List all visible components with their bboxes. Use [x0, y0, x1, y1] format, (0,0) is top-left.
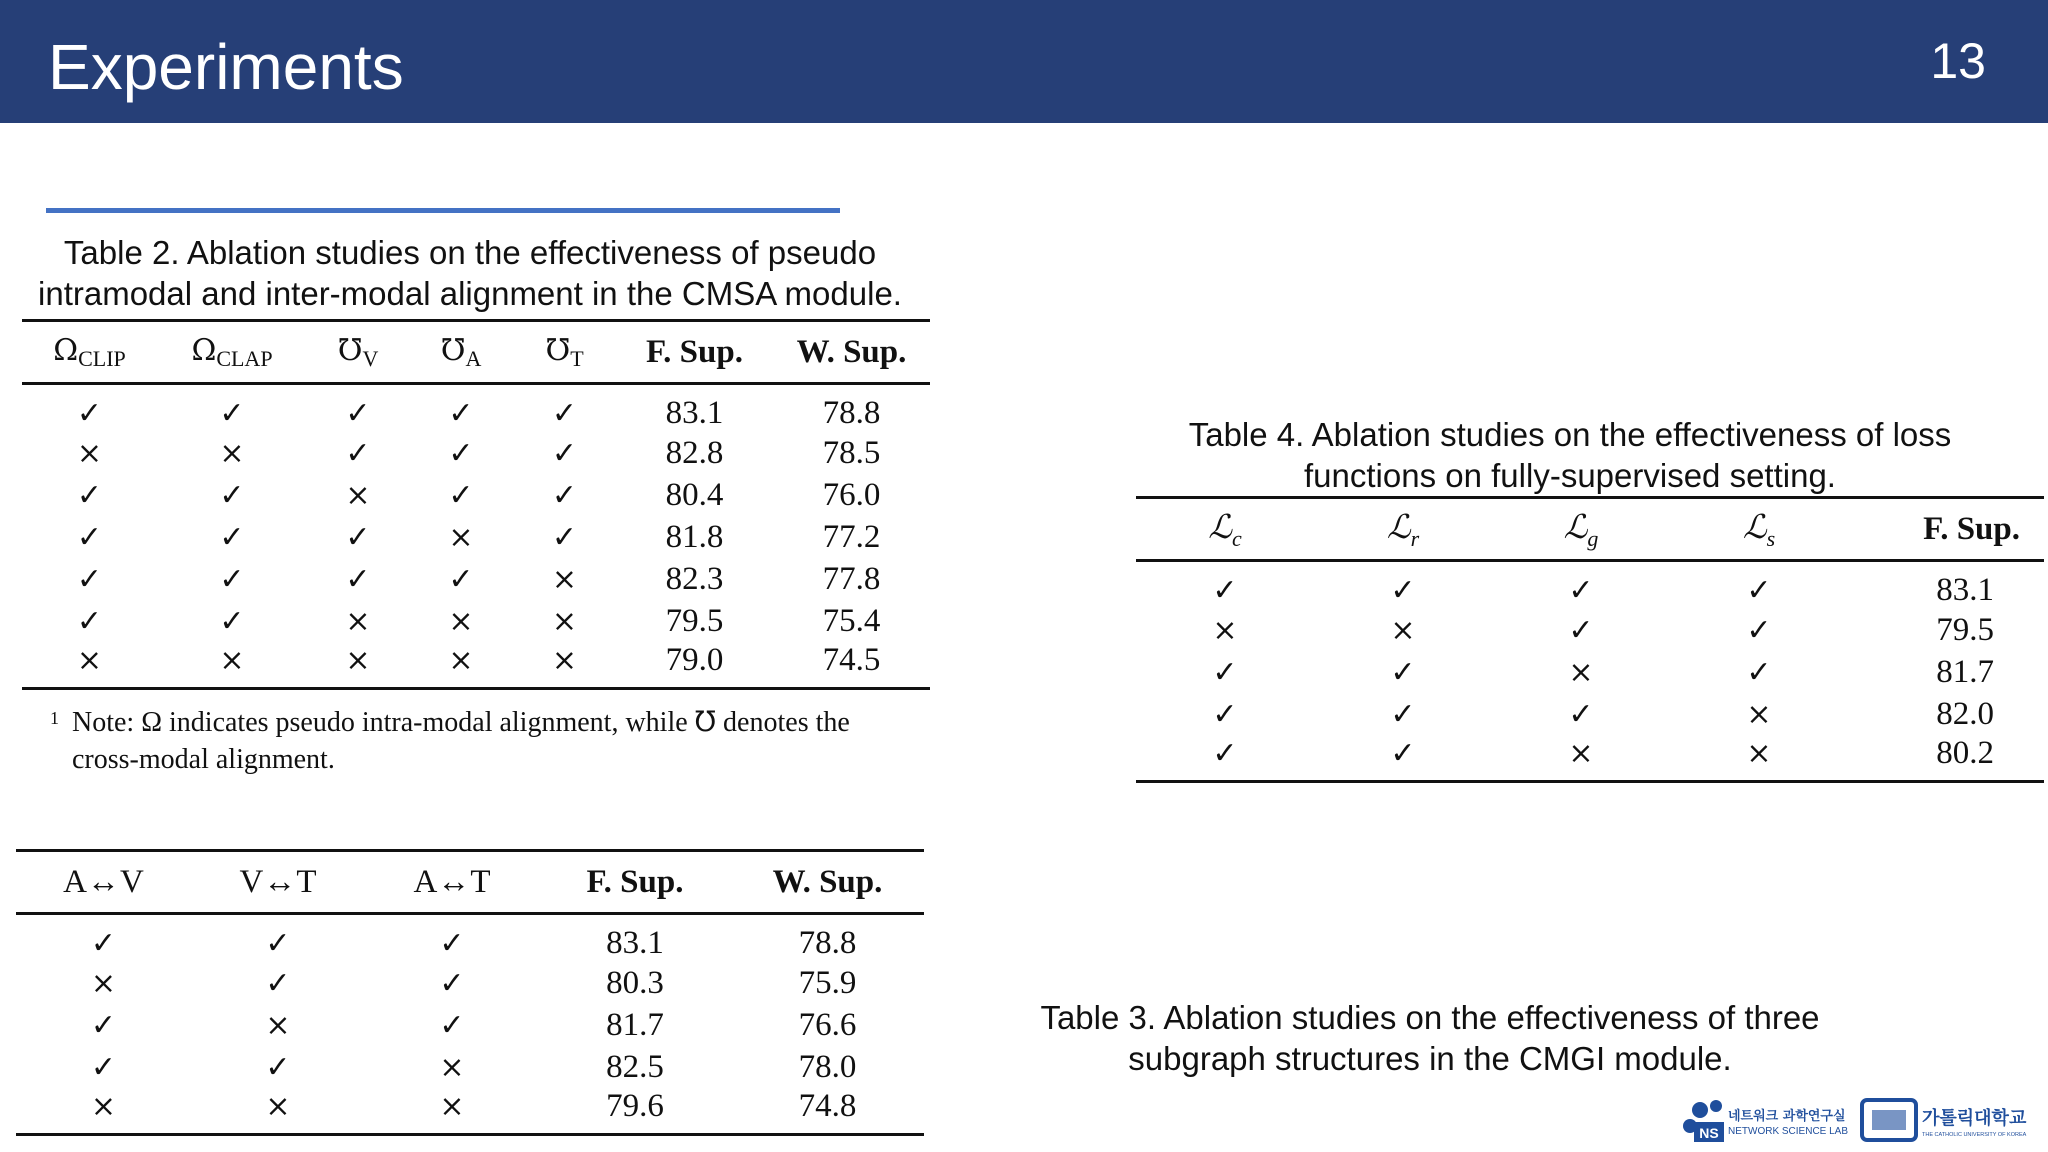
table4-cell: ✓ — [1746, 612, 1772, 648]
footer-logos — [1676, 1096, 2036, 1144]
table3-cell: × — [90, 965, 117, 1001]
table2-row — [22, 516, 930, 558]
table3-caption-line1: Table 3. Ablation studies on the effectiveness of three — [1040, 999, 1820, 1036]
table2 — [22, 319, 930, 690]
table3-cell: ✓ — [439, 965, 465, 1001]
table3-cell: × — [439, 1049, 465, 1085]
table4-row — [1136, 651, 2044, 693]
table2-cell: ✓ — [219, 603, 245, 639]
table2-cell: × — [448, 603, 474, 639]
table2-header-f-sup: F. Sup. — [616, 321, 773, 384]
table4-header-lg: ℒ$_g$ — [1492, 498, 1670, 561]
university-korean: 가톨릭대학교 — [1922, 1108, 2027, 1129]
table2-caption-line2: intramodal and inter-modal alignment in the CMSA module. — [38, 275, 902, 312]
table2-header-mho-t: $℧_T$ — [513, 321, 616, 384]
ns-lab-logo — [1683, 1100, 1848, 1142]
table2-caption-line1: Table 2. Ablation studies on the effectiveness of pseudo — [63, 234, 877, 271]
table2-header-mho-a: $℧_A$ — [409, 321, 513, 384]
table2-cell: ✓ — [345, 396, 371, 431]
table2-cell: × — [551, 561, 578, 597]
table4-cell: × — [1746, 696, 1772, 732]
table2-cell: 79.0 — [616, 642, 773, 689]
table2-cell: ✓ — [345, 435, 371, 471]
table4-cell: ✓ — [1746, 573, 1772, 608]
table4-header-lr: ℒ$_r$ — [1314, 498, 1492, 561]
table2-cell: ✓ — [219, 519, 245, 555]
table2-cell: × — [157, 642, 307, 689]
table2-cell: ✓ — [448, 561, 474, 597]
table3-cell: ✓ — [439, 926, 465, 961]
table3-cell: ✓ — [90, 1049, 117, 1085]
university-emblem-inner — [1872, 1110, 1906, 1130]
table4-cell: ✓ — [1212, 696, 1238, 732]
table3-caption — [1000, 997, 1860, 1079]
table4-cell: ✓ — [1314, 735, 1492, 782]
table2-cell: × — [345, 603, 371, 639]
table2-cell: 78.8 — [822, 395, 881, 431]
table2-cell: 78.5 — [822, 434, 881, 471]
table4-header-ls: ℒ$_s$ — [1670, 498, 1848, 561]
table3-cell: 82.5 — [606, 1048, 664, 1085]
table2-cell: ✓ — [219, 561, 245, 597]
table2-cell: ✓ — [551, 477, 578, 513]
table3-header-a-t: A↔T — [365, 851, 539, 914]
table4-row — [1136, 609, 2044, 651]
table2-note — [48, 704, 938, 778]
table3-cell: × — [365, 1088, 539, 1135]
table2-cell: × — [307, 642, 409, 689]
ns-lab-korean: 네트워크 과학연구실 — [1728, 1109, 1846, 1124]
table3-cell: 78.0 — [798, 1048, 857, 1085]
table4-cell: × — [1390, 612, 1416, 648]
table4-cell: × — [1212, 612, 1238, 648]
table4-row — [1136, 735, 2044, 782]
table4-cell: ✓ — [1746, 654, 1772, 690]
table3-header-w-sup: W. Sup. — [731, 851, 924, 914]
table2-cell: 81.8 — [665, 518, 724, 555]
table3-header-f-sup: F. Sup. — [539, 851, 731, 914]
table2-header-w-sup: W. Sup. — [773, 321, 930, 384]
table2-cell: 77.2 — [822, 518, 881, 555]
table4-header-f-sup: F. Sup. — [1848, 498, 2044, 561]
table2-cell: 77.8 — [822, 560, 881, 597]
table2-cell: × — [448, 519, 474, 555]
table4-cell: 83.1 — [1936, 572, 1994, 608]
table4-header-lc: ℒ$_c$ — [1136, 498, 1314, 561]
slide-header — [0, 0, 2048, 123]
table3-cell: ✓ — [90, 1007, 117, 1043]
table2-cell: ✓ — [448, 396, 474, 431]
table4-cell: ✓ — [1136, 735, 1314, 782]
table2-row — [22, 474, 930, 516]
table2-row — [22, 384, 930, 433]
table3-cell: ✓ — [439, 1007, 465, 1043]
table2-cell: ✓ — [76, 477, 103, 513]
table4-row — [1136, 693, 2044, 735]
note-line1: Note: Ω indicates pseudo intra-modal alignment, while ℧ denotes the — [72, 707, 850, 738]
catholic-university-logo — [1862, 1100, 2027, 1140]
table4-cell: × — [1568, 654, 1594, 690]
table4-cell: 81.7 — [1936, 653, 1994, 690]
table2-cell: ✓ — [219, 477, 245, 513]
table2-cell: 74.5 — [773, 642, 930, 689]
table4-cell: ✓ — [1568, 612, 1594, 648]
note-line2: cross-modal alignment. — [72, 744, 335, 775]
table2-cell: ✓ — [551, 396, 578, 431]
table2-header-omega-clip: $\Omega_{CLIP}$ — [22, 321, 157, 384]
table3-cell: × — [16, 1088, 191, 1135]
table4-cell: ✓ — [1390, 696, 1416, 732]
table2-cell: ✓ — [551, 435, 578, 471]
table2-cell: ✓ — [76, 603, 103, 639]
table3-row — [16, 1004, 924, 1046]
table3-cell: ✓ — [265, 1049, 291, 1085]
table3-cell: ✓ — [90, 926, 117, 961]
table2-cell: × — [513, 642, 616, 689]
table3-cell: 81.7 — [606, 1006, 664, 1043]
table4-cell: × — [1670, 735, 1848, 782]
table3-row — [16, 1046, 924, 1088]
table3-row — [16, 914, 924, 963]
table2-cell: ✓ — [76, 396, 103, 431]
table3-cell: × — [265, 1007, 291, 1043]
table3-cell: 75.9 — [798, 964, 857, 1001]
table3-cell: 76.6 — [798, 1006, 857, 1043]
table2-cell: × — [219, 435, 245, 471]
table4 — [1136, 496, 2044, 783]
table2-cell: × — [76, 435, 103, 471]
ns-logo-badge-text: NS — [1699, 1125, 1719, 1141]
university-english: THE CATHOLIC UNIVERSITY OF KOREA — [1922, 1132, 2027, 1138]
table2-cell: 82.3 — [665, 560, 724, 597]
accent-divider — [46, 208, 840, 213]
table2-cell: 83.1 — [665, 395, 724, 431]
table4-cell: ✓ — [1568, 696, 1594, 732]
table2-cell: ✓ — [448, 435, 474, 471]
table2-cell: 80.4 — [665, 476, 724, 513]
table3-cell: ✓ — [265, 965, 291, 1001]
table3-caption-line2: subgraph structures in the CMGI module. — [1128, 1040, 1732, 1077]
table3-header-a-v: A↔V — [16, 851, 191, 914]
table2-cell: ✓ — [345, 561, 371, 597]
table3-cell: 80.3 — [606, 964, 664, 1001]
table4-cell: ✓ — [1390, 573, 1416, 608]
table4-cell: 82.0 — [1936, 695, 1994, 732]
table3-cell: 74.8 — [731, 1088, 924, 1135]
table2-cell: 79.5 — [665, 602, 724, 639]
table2-cell: 76.0 — [822, 476, 881, 513]
table4-row — [1136, 561, 2044, 610]
table3-cell: × — [191, 1088, 365, 1135]
page-number: 13 — [1930, 33, 1986, 89]
table3-cell: 83.1 — [606, 925, 664, 961]
table4-cell: ✓ — [1390, 654, 1416, 690]
ns-logo-node-2 — [1692, 1102, 1708, 1118]
table4-cell: ✓ — [1212, 654, 1238, 690]
table2-cell: ✓ — [76, 519, 103, 555]
slide-title: Experiments — [48, 31, 404, 103]
table4-cell: ✓ — [1568, 573, 1594, 608]
table3-row — [16, 962, 924, 1004]
table2-cell: ✓ — [219, 396, 245, 431]
table3-header-v-t: V↔T — [191, 851, 365, 914]
table2-row — [22, 642, 930, 689]
table4-caption-line1: Table 4. Ablation studies on the effectiveness of loss — [1188, 416, 1952, 453]
ns-lab-english: NETWORK SCIENCE LAB — [1728, 1126, 1849, 1137]
table2-cell: 75.4 — [822, 602, 881, 639]
table3-cell: 79.6 — [539, 1088, 731, 1135]
table3 — [16, 849, 924, 1136]
ns-logo-node-3 — [1710, 1100, 1722, 1112]
table2-caption — [20, 232, 920, 314]
table2-cell: ✓ — [345, 519, 371, 555]
table4-cell: × — [1492, 735, 1670, 782]
table2-cell: 82.8 — [665, 434, 724, 471]
table4-cell: 80.2 — [1848, 735, 2044, 782]
table2-row — [22, 558, 930, 600]
table3-row — [16, 1088, 924, 1135]
table3-cell: 78.8 — [798, 925, 857, 961]
table2-header-mho-v: $℧_V$ — [307, 321, 409, 384]
table4-cell: 79.5 — [1936, 611, 1994, 648]
note-marker: 1 — [50, 708, 59, 728]
table2-cell: × — [22, 642, 157, 689]
table2-header-omega-clap: $\Omega_{CLAP}$ — [157, 321, 307, 384]
table4-caption — [1130, 414, 2010, 496]
table4-caption-line2: functions on fully-supervised setting. — [1304, 457, 1836, 494]
table2-row — [22, 432, 930, 474]
table2-cell: × — [409, 642, 513, 689]
table2-cell: ✓ — [448, 477, 474, 513]
table2-cell: × — [345, 477, 371, 513]
table2-cell: ✓ — [76, 561, 103, 597]
table2-row — [22, 600, 930, 642]
table3-cell: ✓ — [265, 926, 291, 961]
table2-cell: × — [551, 603, 578, 639]
table4-cell: ✓ — [1212, 573, 1238, 608]
table2-cell: ✓ — [551, 519, 578, 555]
